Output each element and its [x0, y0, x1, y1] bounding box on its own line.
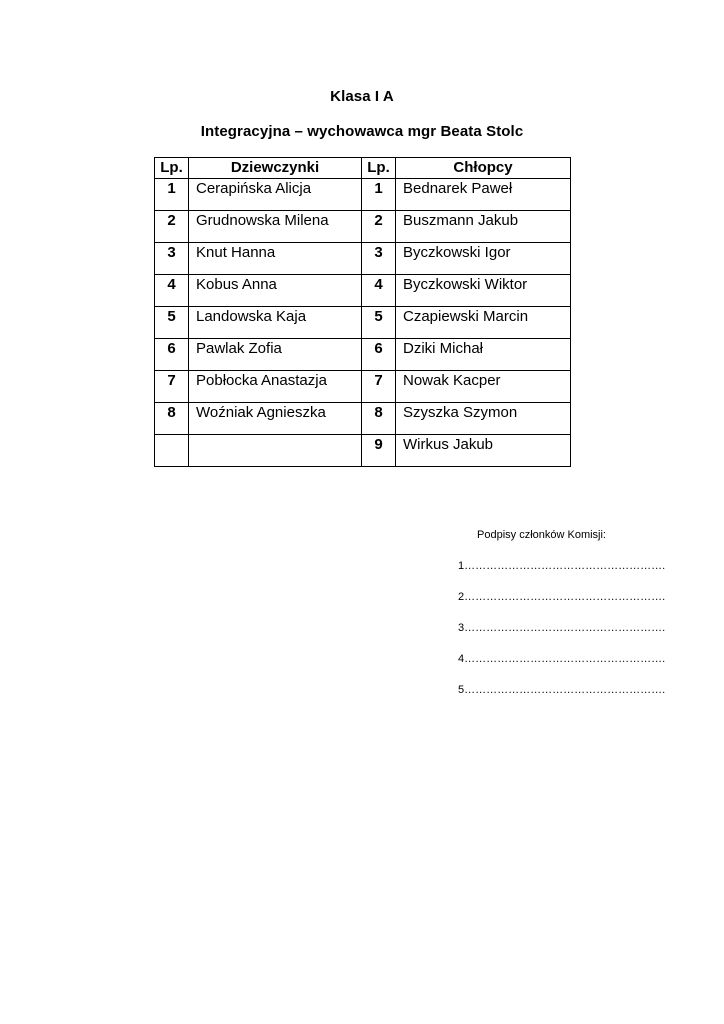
- boy-number: 5: [362, 307, 396, 339]
- boy-name: Bednarek Paweł: [396, 179, 571, 211]
- boy-number: 4: [362, 275, 396, 307]
- signature-line: 3……………………………………………….: [458, 622, 666, 634]
- girl-name: Kobus Anna: [189, 275, 362, 307]
- girl-name: [189, 435, 362, 467]
- table-row: [155, 307, 571, 339]
- boy-number: 8: [362, 403, 396, 435]
- table-row: [155, 435, 571, 467]
- girl-number: 6: [155, 339, 189, 371]
- girl-name: Pobłocka Anastazja: [189, 371, 362, 403]
- girl-name: Cerapińska Alicja: [189, 179, 362, 211]
- signature-line: 2……………………………………………….: [458, 591, 666, 603]
- boy-number: 6: [362, 339, 396, 371]
- table-row: [155, 243, 571, 275]
- girl-name: Knut Hanna: [189, 243, 362, 275]
- table-row: [155, 179, 571, 211]
- signature-line: 1……………………………………………….: [458, 560, 666, 572]
- girl-number: 7: [155, 371, 189, 403]
- boy-name: Szyszka Szymon: [396, 403, 571, 435]
- boy-number: 9: [362, 435, 396, 467]
- signature-line: 4……………………………………………….: [458, 653, 666, 665]
- boy-name: Byczkowski Wiktor: [396, 275, 571, 307]
- boy-name: Wirkus Jakub: [396, 435, 571, 467]
- class-title: Klasa I A: [330, 88, 394, 105]
- header-lp-boys: Lp.: [362, 158, 396, 179]
- girl-name: Landowska Kaja: [189, 307, 362, 339]
- signature-title: Podpisy członków Komisji:: [477, 529, 606, 541]
- boy-name: Nowak Kacper: [396, 371, 571, 403]
- boy-name: Byczkowski Igor: [396, 243, 571, 275]
- table-row: [155, 211, 571, 243]
- boy-number: 2: [362, 211, 396, 243]
- girl-number: 2: [155, 211, 189, 243]
- class-roster-table: [154, 157, 571, 467]
- girl-number: 5: [155, 307, 189, 339]
- table-row: [155, 275, 571, 307]
- header-lp-girls: Lp.: [155, 158, 189, 179]
- girl-number: 3: [155, 243, 189, 275]
- signature-line: 5……………………………………………….: [458, 684, 666, 696]
- boy-name: Czapiewski Marcin: [396, 307, 571, 339]
- boy-name: Dziki Michał: [396, 339, 571, 371]
- header-girls: Dziewczynki: [189, 158, 362, 179]
- girl-number: [155, 435, 189, 467]
- header-boys: Chłopcy: [396, 158, 571, 179]
- girl-name: Pawlak Zofia: [189, 339, 362, 371]
- table-header-row: [155, 158, 571, 179]
- boy-number: 1: [362, 179, 396, 211]
- girl-number: 4: [155, 275, 189, 307]
- boy-number: 3: [362, 243, 396, 275]
- table-row: [155, 403, 571, 435]
- boy-name: Buszmann Jakub: [396, 211, 571, 243]
- table-row: [155, 371, 571, 403]
- girl-number: 1: [155, 179, 189, 211]
- girl-name: Grudnowska Milena: [189, 211, 362, 243]
- class-subtitle: Integracyjna – wychowawca mgr Beata Stolc: [200, 123, 524, 140]
- table-row: [155, 339, 571, 371]
- girl-name: Woźniak Agnieszka: [189, 403, 362, 435]
- girl-number: 8: [155, 403, 189, 435]
- boy-number: 7: [362, 371, 396, 403]
